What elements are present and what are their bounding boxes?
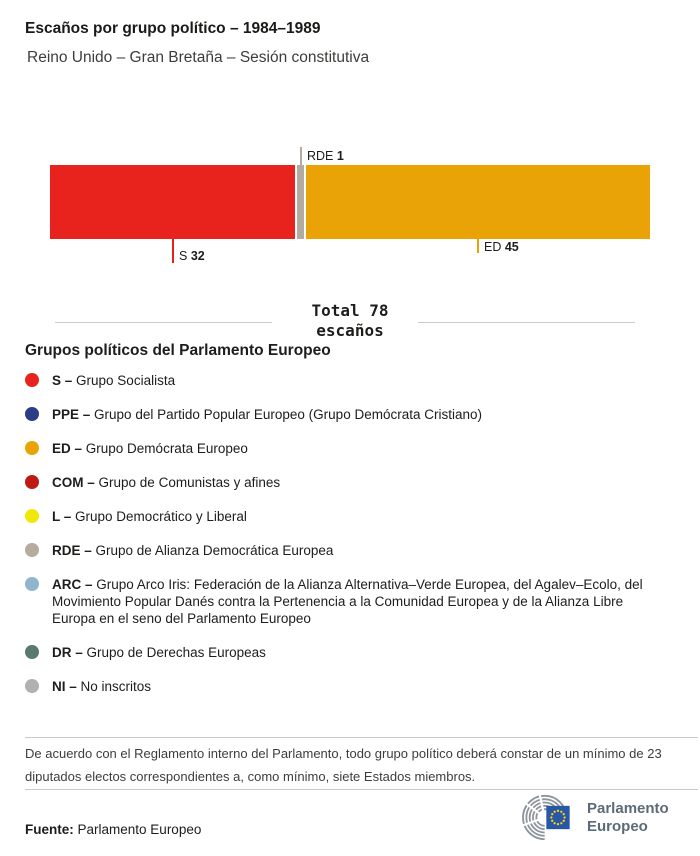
total-seats-line2: escaños [316, 321, 384, 340]
ed-color-dot-icon [25, 441, 39, 455]
rde-color-dot-icon [25, 543, 39, 557]
legend-item-text: RDE – Grupo de Alianza Democrática Europea [52, 543, 334, 558]
l-color-dot-icon [25, 509, 39, 523]
legend-item-s [25, 372, 670, 389]
com-color-dot-icon [25, 475, 39, 489]
legend-item-text: ED – Grupo Demócrata Europeo [52, 441, 248, 456]
source-label: Fuente: [25, 822, 74, 837]
footnote-rule-bottom [25, 789, 698, 790]
s-tick-line [172, 239, 174, 263]
bar-segment-s [50, 165, 295, 239]
footnote-text: De acuerdo con el Reglamento interno del Parlamento, todo grupo político deberá constar de un mínimo de 23 diputados electos correspondientes a, como mínimo, siete Estados miembros. [25, 746, 662, 784]
hemicycle-eu-flag-icon [518, 794, 578, 841]
ed-tick-label [484, 240, 519, 254]
source-line [25, 822, 201, 837]
total-seats-line1: Total 78 [311, 301, 389, 320]
legend-item-text: ARC – Grupo Arco Iris: Federación de la Alianza Alternativa–Verde Europea, del Agalev–Ecolo, del Movimiento Popular Danés contra la Pertenencia a la Comunidad Europea y de la Alianza Libre Europa en el seno del Parlamento Europeo [52, 577, 643, 626]
legend-item-text: L – Grupo Democrático y Liberal [52, 509, 247, 524]
legend-item-l [25, 508, 670, 525]
rde-code: RDE [307, 149, 334, 163]
page-subtitle: Reino Unido – Gran Bretaña – Sesión constitutiva [27, 49, 370, 66]
s-tick-label [179, 249, 205, 263]
footnote-rule-top [25, 737, 698, 738]
ni-color-dot-icon [25, 679, 39, 693]
legend-item-text: NI – No inscritos [52, 679, 152, 694]
ppe-color-dot-icon [25, 407, 39, 421]
legend-heading: Grupos políticos del Parlamento Europeo [25, 342, 331, 359]
ed-seats: 45 [504, 240, 519, 254]
s-code: S [179, 249, 188, 263]
dr-color-dot-icon [25, 645, 39, 659]
rde-tick-label [307, 149, 344, 163]
legend-item-ni [25, 678, 670, 695]
legend-item-ed [25, 440, 670, 457]
logo-line1: Parlamento [587, 799, 669, 817]
rde-seats: 1 [336, 149, 344, 163]
page-title: Escaños por grupo político – 1984–1989 [25, 20, 321, 37]
seats-stacked-bar [50, 165, 650, 239]
ed-tick-line [477, 239, 479, 253]
legend-item-rde [25, 542, 670, 559]
source-value: Parlamento Europeo [77, 822, 202, 837]
legend-item-com [25, 474, 670, 491]
bar-segment-rde [297, 165, 305, 239]
legend-item-text: PPE – Grupo del Partido Popular Europeo (Grupo Demócrata Cristiano) [52, 407, 482, 422]
legend-item-text: S – Grupo Socialista [52, 373, 176, 388]
rde-tick-line [300, 147, 302, 165]
ed-code: ED [484, 240, 502, 254]
legend-item-text: DR – Grupo de Derechas Europeas [52, 645, 266, 660]
legend-item-ppe [25, 406, 670, 423]
european-parliament-logo [518, 794, 669, 841]
legend-list [25, 372, 670, 712]
total-divider-right [418, 322, 635, 323]
s-color-dot-icon [25, 373, 39, 387]
legend-item-text: COM – Grupo de Comunistas y afines [52, 475, 281, 490]
legend-item-arc [25, 576, 670, 627]
arc-color-dot-icon [25, 577, 39, 591]
bar-segment-ed [306, 165, 650, 239]
s-seats: 32 [190, 249, 205, 263]
legend-item-dr [25, 644, 670, 661]
logo-line2: Europeo [587, 817, 648, 835]
logo-wordmark [587, 800, 669, 836]
